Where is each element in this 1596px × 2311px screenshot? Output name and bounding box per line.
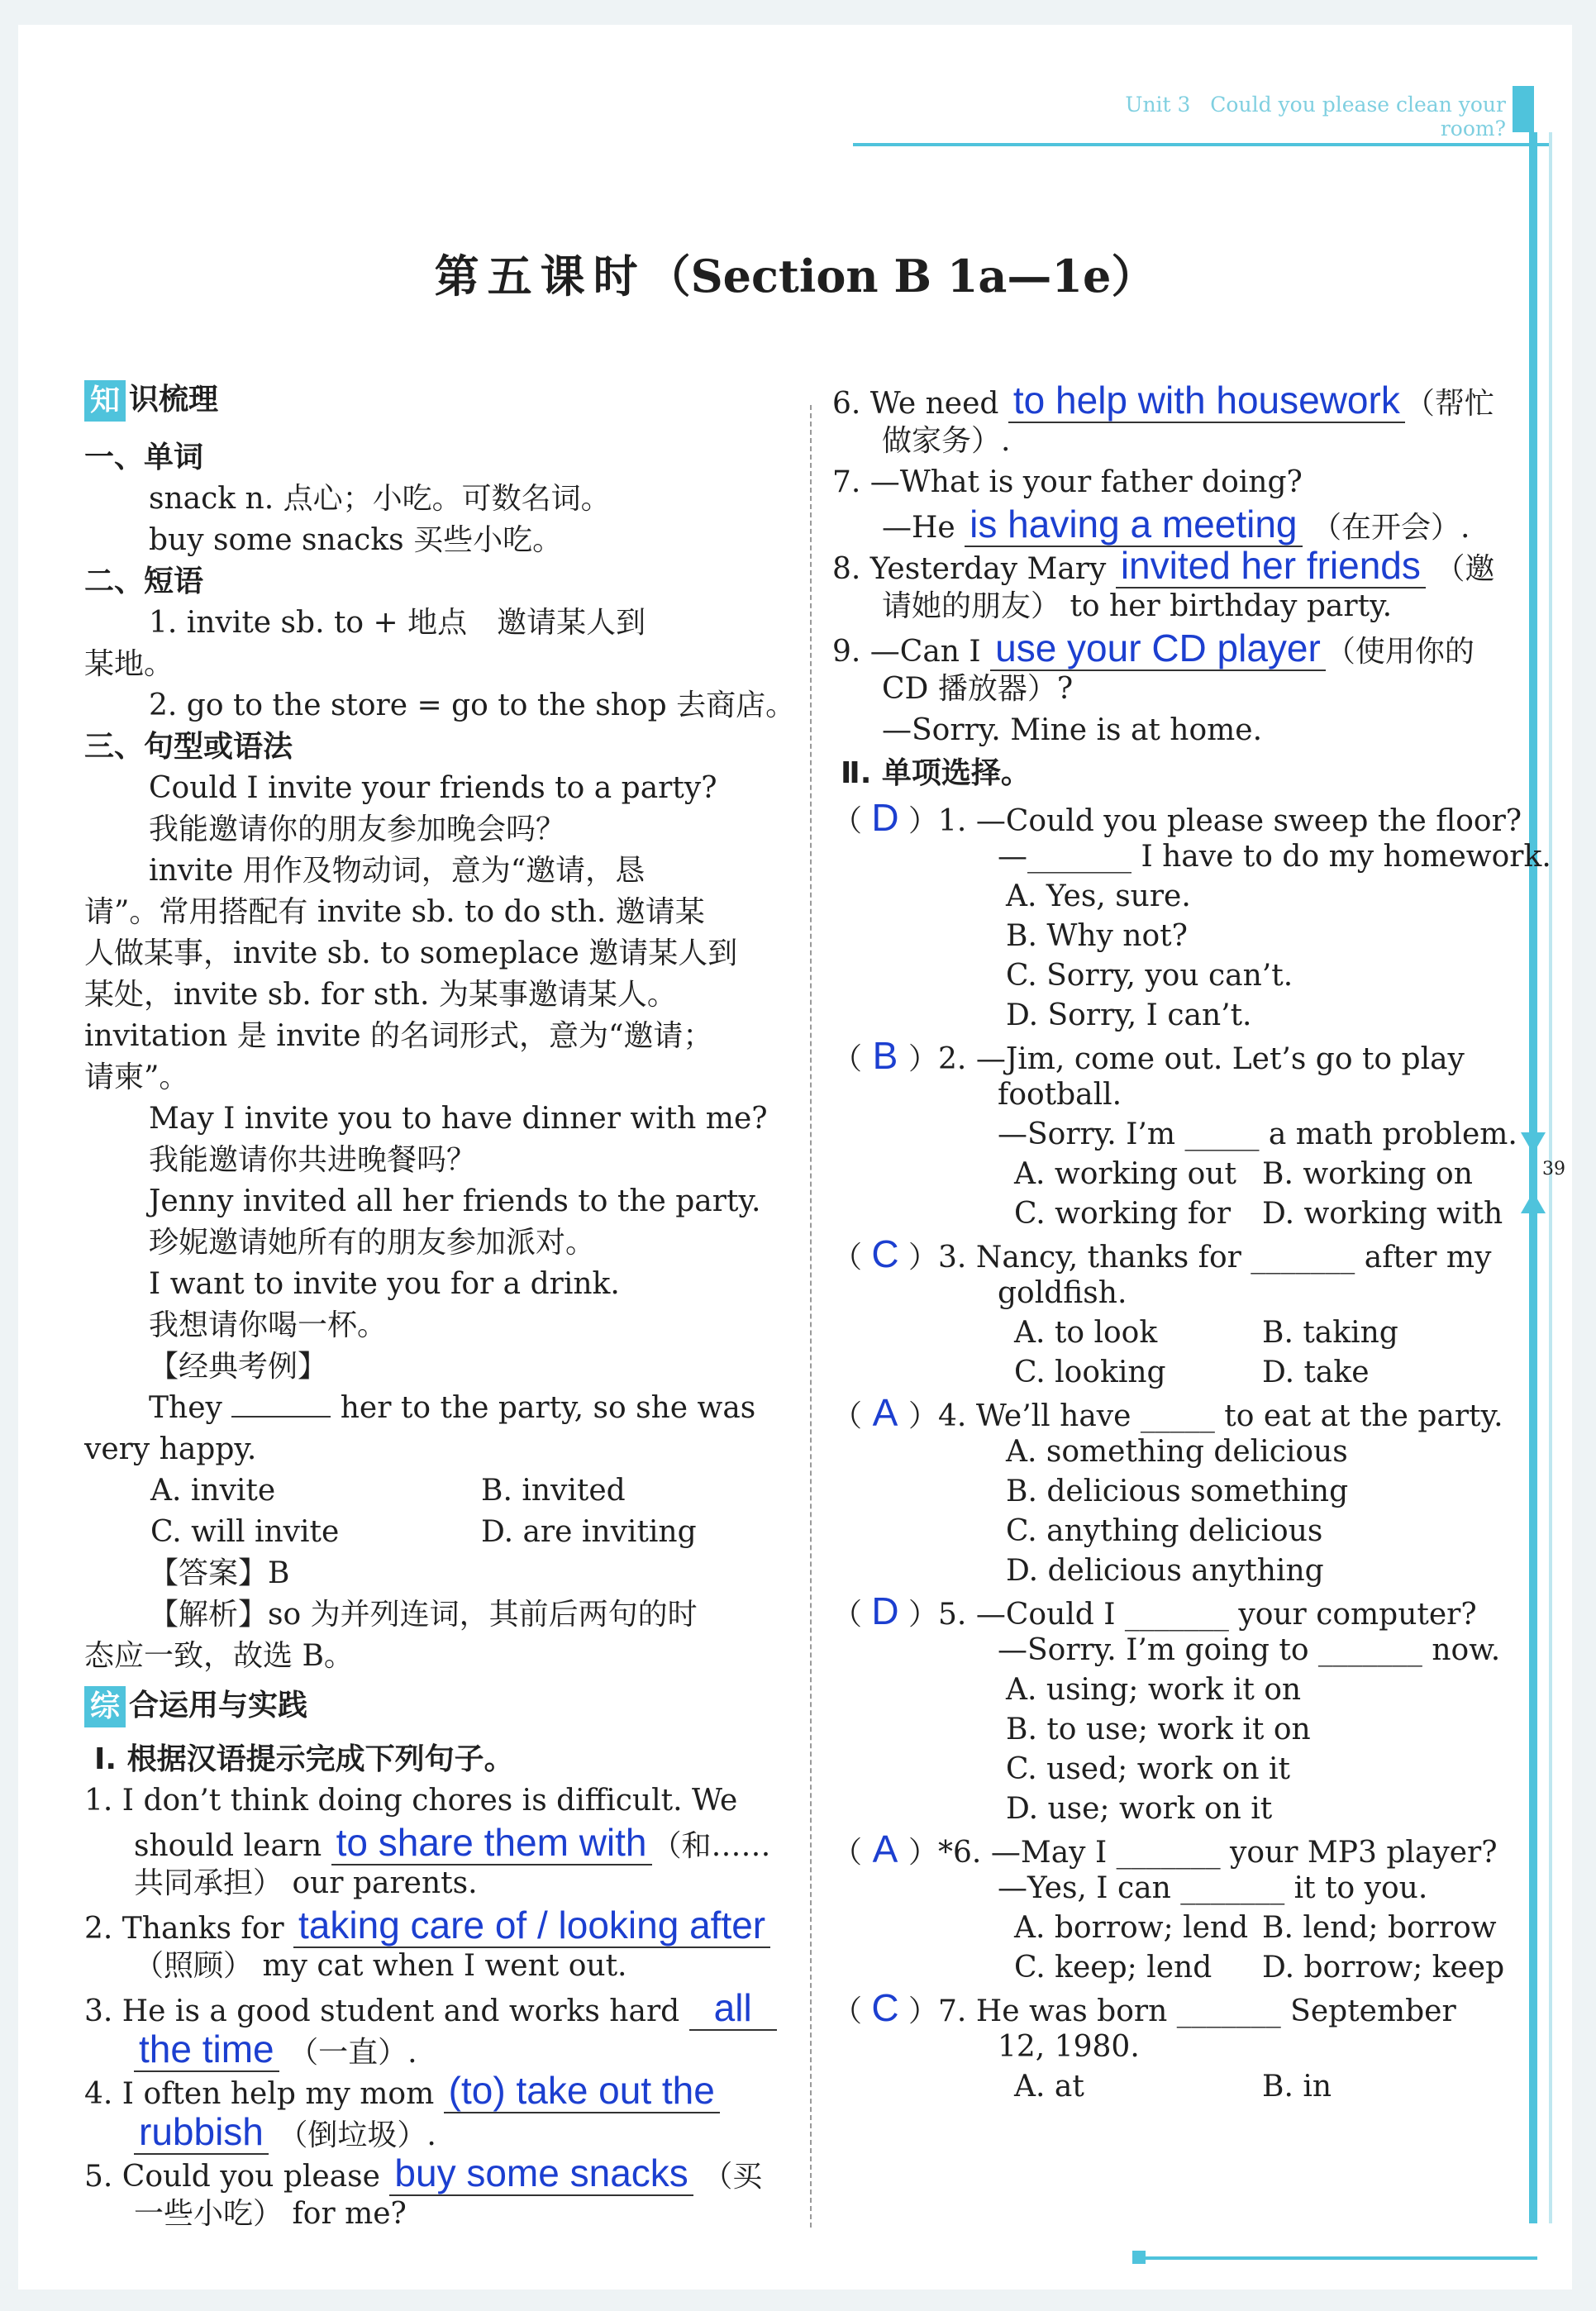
fill-question: 做家务）. <box>882 424 1011 458</box>
mc-option: D. Sorry, I can’t. <box>1006 998 1252 1032</box>
fill-question: 8. Yesterday Mary invited her friends （邀 <box>832 544 1495 587</box>
knowledge-heading: 知 识梳理 <box>84 380 218 422</box>
mc-option: A. to look <box>1014 1316 1158 1350</box>
fill-question: CD 播放器）? <box>882 672 1074 706</box>
choice-answer: D <box>871 1589 899 1632</box>
page-title: 第五课时（Section B 1a—1e） <box>434 250 1156 303</box>
mc-question: goldfish. <box>998 1276 1127 1310</box>
answer-text: all <box>689 1986 777 2031</box>
page-marker-down-icon <box>1521 1192 1546 1213</box>
fill-question: 1. I don’t think doing chores is difficult. We <box>84 1784 738 1818</box>
word-line: buy some snacks 买些小吃。 <box>149 523 563 557</box>
fill-question: the time （一直）. <box>134 2029 417 2073</box>
mc-option: D. delicious anything <box>1006 1554 1324 1588</box>
fill-question: 2. Thanks for taking care of / looking after <box>84 1905 770 1949</box>
mc-option: C. used; work on it <box>1006 1752 1290 1786</box>
mc-option: B. delicious something <box>1006 1475 1349 1508</box>
phrase-line: 2. go to the store = go to the shop 去商店。 <box>149 689 796 722</box>
page-number: 39 <box>1542 1159 1565 1179</box>
answer-text: buy some snacks <box>389 2151 693 2196</box>
example-answer: 【答案】B <box>149 1556 290 1590</box>
header-rule <box>853 143 1549 146</box>
fill-question: 共同承担） our parents. <box>134 1866 478 1900</box>
fill-question: 一些小吃） for me? <box>134 2197 407 2231</box>
fill-question: 3. He is a good student and works hard all <box>84 1988 777 2032</box>
example-analysis: 态应一致，故选 B。 <box>84 1639 354 1673</box>
answer-text: is having a meeting <box>965 503 1302 547</box>
example-sentence: 我想请你喝一杯。 <box>149 1308 388 1342</box>
mc-question: —_______ I have to do my homework. <box>998 840 1551 874</box>
answer-text: invited her friends <box>1116 544 1426 588</box>
answer-text: (to) take out the <box>444 2069 720 2113</box>
grammar-line: invitation 是 invite 的名词形式，意为“邀请； <box>84 1019 713 1053</box>
practice-heading: 综 合运用与实践 <box>84 1686 307 1727</box>
phrases-heading: 二、短语 <box>84 565 204 598</box>
fill-question: —He is having a meeting （在开会）. <box>882 503 1470 546</box>
answer-text: to help with housework <box>1008 379 1405 423</box>
mc-option: B. to use; work it on <box>1006 1713 1311 1746</box>
footer-rule <box>1142 2256 1537 2260</box>
mc-option: B. in <box>1262 2070 1332 2104</box>
mc-question: —Yes, I can _______ it to you. <box>998 1871 1428 1905</box>
mc-option: A. borrow; lend <box>1014 1911 1249 1945</box>
example-option: A. invite <box>150 1474 276 1508</box>
mc-option: B. Why not? <box>1006 919 1188 953</box>
example-question: very happy. <box>84 1432 257 1466</box>
mc-option: A. working out <box>1014 1157 1236 1191</box>
mc-option: A. using; work it on <box>1006 1673 1302 1707</box>
choice-answer: D <box>871 796 899 839</box>
mc-question: （ C ）3. Nancy, thanks for _______ after my <box>832 1232 1492 1275</box>
mc-option: B. lend; borrow <box>1262 1911 1497 1945</box>
fill-question: 9. —Can I use your CD player （使用你的 <box>832 627 1475 669</box>
words-heading: 一、单词 <box>84 441 204 474</box>
fill-question: （照顾） my cat when I went out. <box>134 1949 627 1983</box>
example-sentence: 珍妮邀请她所有的朋友参加派对。 <box>149 1226 596 1260</box>
grammar-line: Could I invite your friends to a party? <box>149 771 717 805</box>
mc-question: 12, 1980. <box>998 2030 1140 2064</box>
header-tab <box>1513 86 1534 132</box>
fill-question: —Sorry. Mine is at home. <box>882 713 1263 747</box>
mc-option: C. anything delicious <box>1006 1514 1323 1548</box>
mc-option: B. taking <box>1262 1316 1398 1350</box>
choice-answer: C <box>871 1986 899 2029</box>
mc-question: （ B ）2. —Jim, come out. Let’s go to play <box>832 1034 1465 1077</box>
example-sentence: May I invite you to have dinner with me? <box>149 1102 768 1136</box>
grammar-line: 我能邀请你的朋友参加晚会吗？ <box>149 812 566 846</box>
answer-text: taking care of / looking after <box>293 1904 770 1948</box>
mc-option: C. looking <box>1014 1356 1166 1389</box>
knowledge-badge: 知 <box>84 380 126 422</box>
example-sentence: I want to invite you for a drink. <box>149 1267 620 1301</box>
answer-text: the time <box>134 2027 279 2072</box>
page-marker-up-icon <box>1521 1132 1546 1154</box>
fill-question: 请她的朋友） to her birthday party. <box>882 589 1393 623</box>
mc-option: D. working with <box>1262 1197 1503 1231</box>
phrase-line: 1. invite sb. to + 地点 邀请某人到 <box>149 606 646 640</box>
mc-option: C. Sorry, you can’t. <box>1006 959 1293 993</box>
column-divider <box>810 405 812 2228</box>
running-header: Unit 3 Could you please clean your room? <box>1125 93 1506 141</box>
phrase-line: 某地。 <box>84 647 174 681</box>
example-sentence: 我能邀请你共进晚餐吗？ <box>149 1143 477 1177</box>
mc-question: （ D ）1. —Could you please sweep the floor? <box>832 796 1522 839</box>
fill-question: 5. Could you please buy some snacks （买 <box>84 2151 763 2194</box>
mc-question: （ A ）*6. —May I _______ your MP3 player? <box>832 1827 1498 1870</box>
mc-option: C. working for <box>1014 1197 1232 1231</box>
fill-question: rubbish （倒垃圾）. <box>134 2112 436 2156</box>
grammar-line: 某处，invite sb. for sth. 为某事邀请某人。 <box>84 978 677 1012</box>
answer-text: use your CD player <box>990 627 1326 671</box>
example-analysis: 【解析】so 为并列连词，其前后两句的时 <box>149 1598 698 1632</box>
example-question: They her to the party, so she was <box>149 1391 756 1425</box>
practice-badge: 综 <box>84 1686 126 1727</box>
part2-heading: Ⅱ. 单项选择。 <box>841 756 1031 790</box>
grammar-heading: 三、句型或语法 <box>84 730 293 764</box>
fill-question: 6. We need to help with housework （帮忙 <box>832 379 1494 422</box>
part1-heading: Ⅰ. 根据汉语提示完成下列句子。 <box>94 1742 514 1776</box>
mc-option: A. at <box>1014 2070 1084 2104</box>
mc-option: D. borrow; keep <box>1262 1951 1505 1985</box>
example-option: C. will invite <box>150 1515 340 1549</box>
answer-text: to share them with <box>331 1821 652 1865</box>
mc-option: D. use; work on it <box>1006 1792 1273 1826</box>
mc-question: —Sorry. I’m _____ a math problem. <box>998 1117 1517 1151</box>
choice-answer: A <box>872 1391 898 1434</box>
grammar-line: 请柬”。 <box>84 1060 189 1094</box>
edge-bar <box>1529 132 1537 2223</box>
mc-question: （ C ）7. He was born _______ September <box>832 1986 1456 2029</box>
mc-question: football. <box>998 1078 1122 1112</box>
mc-option: A. Yes, sure. <box>1006 879 1191 913</box>
mc-option: B. working on <box>1262 1157 1473 1191</box>
word-line: snack n. 点心；小吃。可数名词。 <box>149 482 611 516</box>
mc-option: C. keep; lend <box>1014 1951 1212 1985</box>
mc-question: （ D ）5. —Could I _______ your computer? <box>832 1589 1477 1632</box>
grammar-line: 请”。常用搭配有 invite sb. to do sth. 邀请某 <box>84 895 705 929</box>
grammar-line: 人做某事，invite sb. to someplace 邀请某人到 <box>84 936 738 970</box>
mc-question: （ A ）4. We’ll have _____ to eat at the party. <box>832 1391 1503 1434</box>
fill-question: 7. —What is your father doing? <box>832 465 1303 499</box>
fill-question: should learn to share them with （和…… <box>134 1821 771 1864</box>
example-heading: 【经典考例】 <box>149 1350 328 1384</box>
example-sentence: Jenny invited all her friends to the party. <box>149 1184 761 1218</box>
mc-option: A. something delicious <box>1006 1435 1348 1469</box>
example-option: B. invited <box>481 1474 626 1508</box>
mc-question: —Sorry. I’m going to _______ now. <box>998 1633 1501 1667</box>
choice-answer: C <box>871 1232 899 1275</box>
mc-option: D. take <box>1262 1356 1370 1389</box>
choice-answer: B <box>872 1034 898 1077</box>
example-option: D. are inviting <box>481 1515 697 1549</box>
fill-question: 4. I often help my mom (to) take out the <box>84 2070 720 2114</box>
answer-text: rubbish <box>134 2110 269 2155</box>
grammar-line: invite 用作及物动词，意为“邀请，恳 <box>149 854 646 888</box>
workbook-page <box>18 25 1572 2290</box>
choice-answer: A <box>872 1827 898 1870</box>
